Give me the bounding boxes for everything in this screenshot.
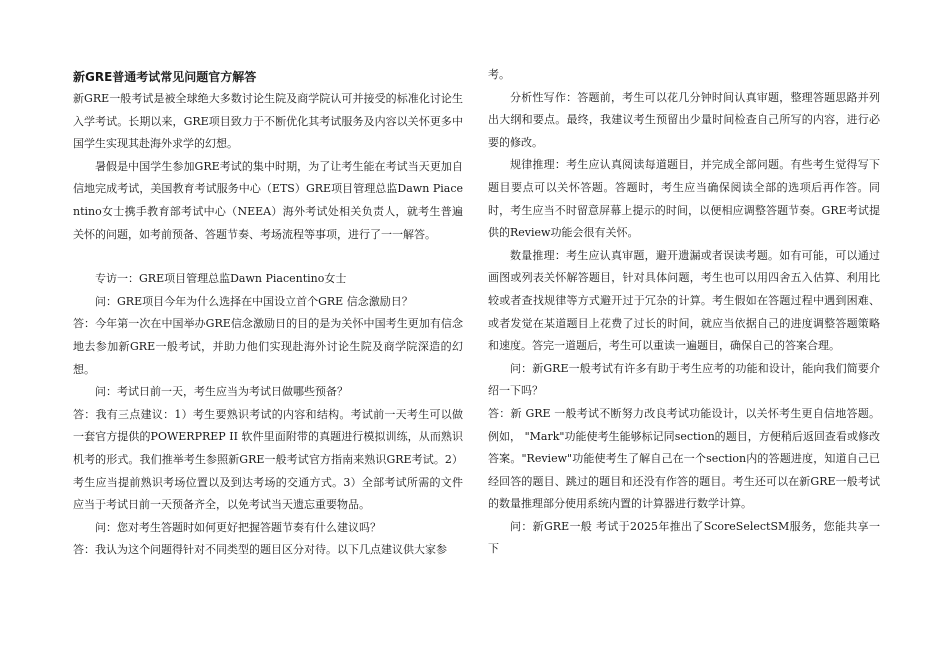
- paragraph: 问：GRE项目今年为什么选择在中国设立首个GRE 信念激励日？: [95, 294, 413, 308]
- paragraph: 答：今年第一次在中国举办GRE信念激励日的目的是为关怀中国考生更加有信念地去参加新GRE一般考试，并助力他们实现赴海外讨论生院及商学院深造的幻想。: [73, 317, 463, 376]
- paragraph: 问：新GRE一般 考试于2025年推出了ScoreSelectSM服务，您能共享一下: [488, 519, 880, 556]
- paragraph: 规律推理：考生应认真阅读每道题目，并完成全部问题。有些考生觉得写下题目要点可以关怀答题。答题时，考生应当确保阅读全部的选项后再作答。同时，考生应当不时留意屏幕上提示的时间，以便相应调整答题节奏。GRE考试提供的Review功能会很有关怀。: [488, 158, 880, 240]
- paragraph: 新GRE一般考试是被全球绝大多数讨论生院及商学院认可并接受的标准化讨论生入学考试。长期以来，GRE项目致力于不断优化其考试服务及内容以关怀更多中国学生实现其赴海外求学的幻想。: [73, 92, 463, 151]
- paragraph: 暑假是中国学生参加GRE考试的集中时期，为了让考生能在考试当天更加自信地完成考试，美国教育考试服务中心（ETS）GRE项目管理总监Dawn Piacentino女士携手教育部考试中心（NEEA）海外考试处相关负责人，就考生普遍关怀的问题，如考前预备、答题节奏、考场流程等事项，进行了一一解答。: [73, 159, 463, 241]
- paragraph: 问：新GRE一般考试有许多有助于考生应考的功能和设计，能向我们简要介绍一下吗？: [488, 361, 880, 398]
- right-column: [488, 64, 880, 561]
- paragraph: 专访一：GRE项目管理总监Dawn Piacentino女士: [95, 272, 347, 286]
- paragraph: 答：我有三点建议：1）考生要熟识考试的内容和结构。考试前一天考生可以做一套官方提供的POWERPREP II 软件里面附带的真题进行模拟训练，从而熟识机考的形式。我们推举考生参照新GRE一般考试官方指南来熟识GRE考试。2）考生应当提前熟识考场位置以及到达考场的交通方式。3）全部考试所需的文件应当于考试日前一天预备齐全，以免考试当天遗忘重要物品。: [73, 407, 463, 512]
- paragraph: 数量推理：考生应认真审题，避开遗漏或者误读考题。如有可能，可以通过画图或列表关怀解答题目，针对具体问题，考生也可以用四舍五入估算、利用比较或者查找规律等方式避开过于冗杂的计算。考生假如在答题过程中遇到困难、或者发觉在某道题目上花费了过长的时间，就应当依据自己的进度调整答题策略和速度。答完一道题后，考生可以重读一遍题目，确保自己的答案合理。: [488, 248, 880, 353]
- paragraph: 问：您对考生答题时如何更好把握答题节奏有什么建议吗？: [95, 520, 381, 534]
- paragraph: 答：我认为这个问题得针对不同类型的题目区分对待。以下几点建议供大家参: [73, 543, 447, 557]
- paragraph: 考。: [488, 68, 510, 81]
- right-paragraphs: [488, 64, 880, 561]
- paragraph: 分析性写作：答题前，考生可以花几分钟时间认真审题，整理答题思路并列出大纲和要点。最终，我建议考生预留出少量时间检查自己所写的内容，进行必要的修改。: [488, 90, 880, 149]
- paragraph: 问：考试日前一天，考生应当为考试日做哪些预备？: [95, 385, 348, 399]
- paragraph-gap: [73, 246, 463, 268]
- left-paragraphs: [73, 88, 463, 562]
- left-column: [73, 64, 463, 562]
- document-title: 新GRE普通考试常见问题官方解答: [73, 70, 257, 84]
- paragraph: 答：新 GRE 一般考试不断努力改良考试功能设计，以关怀考生更自信地答题。例如， "Mark"功能使考生能够标记同section的题目，方便稍后返回查看或修改答案。"Review"功能使考生了解自己在一个section内的答题进度，知道自己已经回答的题目、跳过的题目和还没有作答的题目。考生还可以在新GRE一般考试的数量推理部分使用系统内置的计算器进行数学计算。: [488, 406, 880, 511]
